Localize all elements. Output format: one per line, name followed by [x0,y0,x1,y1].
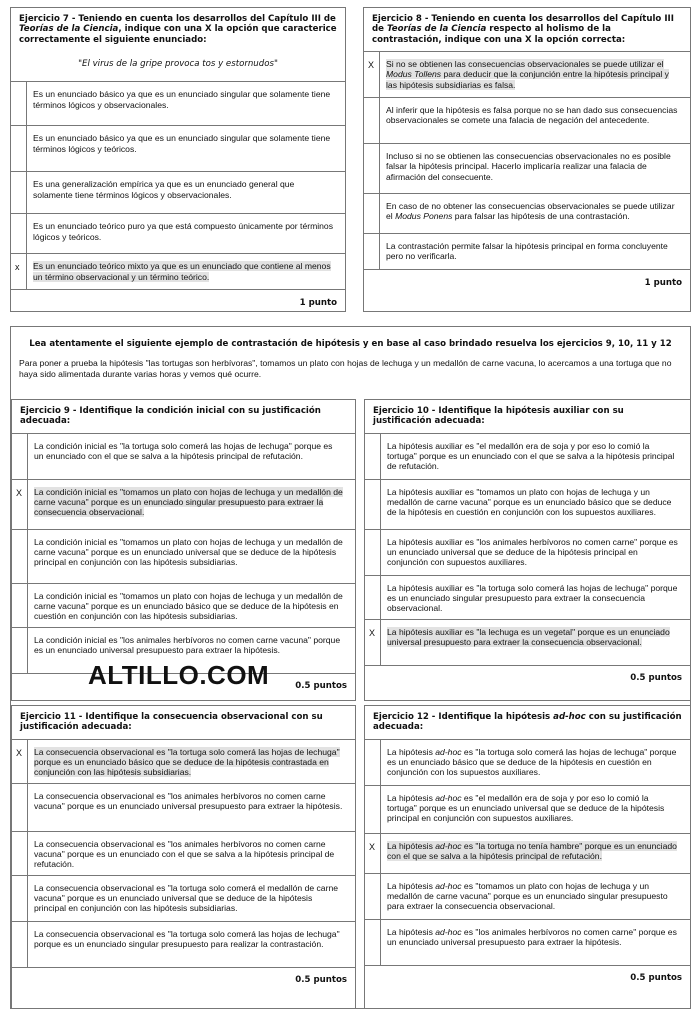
exercise-9-box [11,399,356,701]
option-row[interactable] [364,194,690,234]
option-text [27,172,345,213]
option-text-pre: Al inferir que la hipótesis es falsa porque no se han dado sus consecuencias observacionales se comete una falacia de negación del antecedente. [386,104,678,126]
option-text [28,530,355,583]
option-text-content: La condición inicial es "tomamos un plato con hojas de lechuga y un medallón de carne vacuna" porque es un enunciado singular presupuesto para extraer la consecuencia observacional. [34,486,343,518]
option-text [381,834,690,873]
option-text [381,620,690,665]
option-row[interactable] [12,832,355,876]
option-text [27,126,345,171]
exercise-9-options [12,434,355,674]
option-text-content: Es un enunciado básico ya que es un enunciado singular que solamente tiene términos lógicos y observacionales. [33,89,331,110]
option-row[interactable] [365,834,690,874]
option-text-post: es "la tortuga no tenía hambre" porque es un enunciado con el que se salva a la hipótesis principal de refutación. [387,840,677,861]
exercise-10-points: 0.5 puntos [630,672,682,683]
answer-mark[interactable] [365,530,381,575]
exercise-7-options [11,82,345,290]
option-text-italic: Modus Ponens [395,211,453,222]
exercise-8-points: 1 punto [644,277,682,288]
option-row[interactable] [364,98,690,144]
option-row[interactable] [365,480,690,530]
exercise-11-header: Ejercicio 11 - Identifique la consecuencia observacional con su justificación adecuada: [12,706,355,740]
answer-mark[interactable] [11,126,27,171]
answer-mark[interactable]: x [11,254,27,289]
answer-mark[interactable] [12,832,28,875]
answer-mark[interactable] [364,234,380,269]
answer-mark[interactable] [12,876,28,921]
option-text-pre: La hipótesis [387,840,436,851]
exercise-11-options [12,740,355,968]
option-text-content: La hipótesis auxiliar es "tomamos un plato con hojas de lechuga y un medallón de carne vacuna" porque es un enunciado básico que se deduce de la hipótesis en cuestión en conjunción con los supuestos auxiliares. [387,486,672,518]
answer-mark[interactable]: X [12,480,28,529]
option-text [27,214,345,253]
answer-mark[interactable] [12,922,28,967]
answer-mark[interactable] [12,584,28,627]
option-text-content: La consecuencia observacional es "la tortuga solo comerá el medallón de carne vacuna" porque es un enunciado universal que se deduce de la hipótesis principal en conjunción con las hipótesis subsidiarias. [34,882,339,914]
exercise-12-box [364,705,691,1009]
option-row[interactable] [365,874,690,920]
answer-mark[interactable] [11,82,27,125]
option-row[interactable] [12,740,355,784]
option-text-content: La hipótesis auxiliar es "los animales herbívoros no comen carne" porque es un enunciado universal que se deduce de la hipótesis principal en conjunción con supuestos auxiliares. [387,536,678,568]
option-row[interactable] [11,126,345,172]
option-row[interactable] [365,530,690,576]
option-text [381,874,690,919]
exercise-8-header: Ejercicio 8 - Teniendo en cuenta los desarrollos del Capítulo III de Teorías de la Ciencia respecto al holismo de la contrastación, indique con una X la opción correcta: [364,8,690,52]
option-text-content: La hipótesis auxiliar es "el medallón era de soja y por eso lo comió la tortuga" porque es un enunciado con el que se salva a la hipótesis principal de refutación. [387,440,675,472]
answer-mark[interactable] [12,434,28,479]
option-text-post: para deducir que la conjunción entre la hipótesis principal y las hipótesis subsidiarias es falsa. [386,69,669,90]
answer-mark[interactable] [12,784,28,831]
option-text [380,52,690,97]
option-text [27,82,345,125]
answer-mark[interactable] [11,172,27,213]
exercise-12-options [365,740,690,966]
option-row[interactable] [12,434,355,480]
option-text-content: La hipótesis auxiliar es "la tortuga solo comerá las hojas de lechuga" porque es un enunciado singular presupuesto para extraer la consecuencia observacional. [387,582,678,614]
option-text-italic: ad-hoc [435,880,462,891]
answer-mark[interactable] [364,144,380,193]
option-text-pre: Si no se obtienen las consecuencias observacionales se puede utilizar el [386,58,664,69]
option-text-content: La condición inicial es "los animales herbívoros no comen carne vacuna" porque es un enunciado universal presupuesto para extraer la hipótesis. [34,634,341,655]
option-text-content: La condición inicial es "tomamos un plato con hojas de lechuga y un medallón de carne vacuna" porque es un enunciado universal que se deduce de la hipótesis principal en conjunción con las hipótesis subsidiarias. [34,536,343,568]
option-text [28,434,355,479]
option-text-pre: La hipótesis [387,792,436,803]
option-text [380,98,690,143]
option-text-pre: La hipótesis [387,746,436,757]
option-text [381,434,690,479]
answer-mark[interactable] [365,480,381,529]
option-text-content: Es un enunciado teórico mixto ya que es un enunciado que contiene al menos un término observacional y un término teórico. [33,261,331,282]
option-text-pre: Incluso si no se obtienen las consecuencias observacionales no es posible falsar la hipótesis principal. Hacerlo implicaría realizar una falacia de afirmación del consecuente. [386,150,671,182]
option-text-pre: La hipótesis [387,880,436,891]
answer-mark[interactable]: X [12,740,28,783]
exercise-7-quote: "El virus de la gripe provoca tos y estornudos" [78,58,278,69]
option-row[interactable] [11,254,345,290]
option-row[interactable] [365,434,690,480]
option-text [28,784,355,831]
option-text-content: La condición inicial es "tomamos un plato con hojas de lechuga y un medallón de carne vacuna" porque es un enunciado básico que se deduce de la hipótesis en cuestión en conjunción con las hipótesis subsidiarias. [34,590,343,622]
answer-mark[interactable] [12,530,28,583]
option-row[interactable] [364,234,690,270]
answer-mark[interactable] [11,214,27,253]
option-row[interactable] [365,620,690,666]
option-text [381,920,690,965]
option-row[interactable] [12,584,355,628]
option-row[interactable] [12,784,355,832]
answer-mark[interactable] [365,434,381,479]
option-text-content: La hipótesis auxiliar es "la lechuga es un vegetal" porque es un enunciado universal presupuesto para extraer la consecuencia observacional. [387,626,670,647]
option-text-content: Es un enunciado teórico puro ya que está compuesto únicamente por términos lógicos y teóricos. [33,221,334,242]
option-row[interactable] [365,740,690,786]
option-text-content: Es un enunciado básico ya que es un enunciado singular que solamente tiene términos lógicos y teóricos. [33,133,331,154]
option-text-italic: ad-hoc [435,746,462,757]
option-row[interactable] [365,786,690,834]
option-text-italic: ad-hoc [435,840,462,851]
option-row[interactable] [364,144,690,194]
answer-mark[interactable] [364,194,380,233]
case-study-text: Para poner a prueba la hipótesis "las tortugas son herbívoras", tomamos un plato con hojas de lechuga y un medallón de carne vacuna, lo acercamos a una tortuga que no haya sido alimentada durante varias horas y vemos qué ocurre. [19,358,672,379]
answer-mark[interactable] [12,628,28,673]
answer-mark[interactable]: X [364,52,380,97]
exercise-7-points: 1 punto [299,298,337,309]
option-text-content: La consecuencia observacional es "la tortuga solo comerá las hojas de lechuga" porque es un enunciado básico que se deduce de la hipótesis contrastada en conjunción con las hipótesis subsidiarias. [34,746,340,778]
option-text [380,144,690,193]
option-text [27,254,345,289]
option-text [381,740,690,785]
option-text [28,832,355,875]
option-text [380,234,690,269]
exercise-8-box [363,7,691,312]
answer-mark[interactable] [365,786,381,833]
option-text-pre: La contrastación permite falsar la hipótesis principal en forma concluyente pero no verificarla. [386,240,668,262]
option-text [28,584,355,627]
answer-mark[interactable] [365,920,381,965]
option-row[interactable] [365,576,690,620]
option-row[interactable] [12,922,355,968]
exercise-12-points: 0.5 puntos [630,972,682,983]
option-row[interactable] [12,876,355,922]
option-text-content: La consecuencia observacional es "la tortuga solo comerá las hojas de lechuga" porque es un enunciado singular presupuesto para realizar la contrastación. [34,928,340,949]
option-text-pre: La hipótesis [387,926,436,937]
option-row[interactable] [364,52,690,98]
answer-mark[interactable]: X [365,620,381,665]
option-text-pre: En caso de no obtener las consecuencias observacionales se puede utilizar el [386,200,675,222]
option-text [381,576,690,619]
option-text-italic: ad-hoc [435,926,462,937]
option-text-italic: ad-hoc [435,792,462,803]
option-text [380,194,690,233]
option-text-italic: Modus Tollens [386,69,442,80]
answer-mark[interactable] [364,98,380,143]
option-text-content: La condición inicial es "la tortuga solo comerá las hojas de lechuga" porque es un enunciado con el que se salva a la hipótesis principal de refutación. [34,440,333,461]
exercise-9-header: Ejercicio 9 - Identifique la condición inicial con su justificación adecuada: [12,400,355,434]
option-row[interactable] [12,530,355,584]
option-row[interactable] [11,214,345,254]
exercise-7-header: Ejercicio 7 - Teniendo en cuenta los desarrollos del Capítulo III de Teorías de la Ciencia, indique con una X la opción que caracterice correctamente el siguiente enunciado: "El virus de la gripe provoca tos y estornudos" [11,8,345,82]
exercise-7-box [10,7,346,312]
exercise-11-points: 0.5 puntos [295,974,347,985]
option-text [381,786,690,833]
answer-mark[interactable] [365,740,381,785]
answer-mark[interactable] [365,874,381,919]
option-text-post: para falsar las hipótesis de una contrastación. [452,211,630,222]
option-text-post: es "los animales herbívoros no comen carne" porque es un enunciado universal presupuesto para extraer la hipótesis. [387,926,677,947]
option-text [28,480,355,529]
exercise-11-box [11,705,356,1009]
option-text-post: es "tomamos un plato con hojas de lechuga y un medallón de carne vacuna" porque es un enunciado singular presupuesto para extraer la consecuencia observacional. [387,880,668,912]
option-text [28,876,355,921]
option-row[interactable] [12,480,355,530]
answer-mark[interactable]: X [365,834,381,873]
case-study-title: Lea atentamente el siguiente ejemplo de contrastación de hipótesis y en base al caso brindado resuelva los ejercicios 9, 10, 11 y 12 [29,339,672,349]
option-text-content: Es una generalización empírica ya que es un enunciado general que solamente tiene términos lógicos y observacionales. [33,179,295,200]
option-text-content: La consecuencia observacional es "los animales herbívoros no comen carne vacuna" porque es un enunciado universal presupuesto para extraer la hipótesis. [34,790,343,811]
exercise-12-header: Ejercicio 12 - Identifique la hipótesis ad-hoc con su justificación adecuada: [365,706,690,740]
exercise-10-box [364,399,691,701]
option-text [28,922,355,967]
exercise-10-options [365,434,690,666]
option-row[interactable] [11,172,345,214]
option-text [381,530,690,575]
option-row[interactable] [11,82,345,126]
option-text [381,480,690,529]
exercise-9-points: 0.5 puntos [295,680,347,691]
option-text [28,740,355,783]
watermark: ALTILLO.COM [88,660,270,690]
option-text-content: La consecuencia observacional es "los animales herbívoros no comen carne vacuna" porque es un enunciado con el que se salva a la hipótesis principal de refutación. [34,838,335,870]
option-text-post: es "el medallón era de soja y por eso lo comió la tortuga" porque es un enunciado universal que se deduce de la hipótesis principal en conjunción con supuestos auxiliares. [387,792,665,824]
answer-mark[interactable] [365,576,381,619]
option-row[interactable] [365,920,690,966]
exercise-10-header: Ejercicio 10 - Identifique la hipótesis auxiliar con su justificación adecuada: [365,400,690,434]
option-text-post: es "la tortuga solo comerá las hojas de lechuga" porque es un enunciado básico que se deduce de la hipótesis en cuestión en conjunción con los supuestos auxiliares. [387,746,677,778]
exercise-8-options [364,52,690,270]
